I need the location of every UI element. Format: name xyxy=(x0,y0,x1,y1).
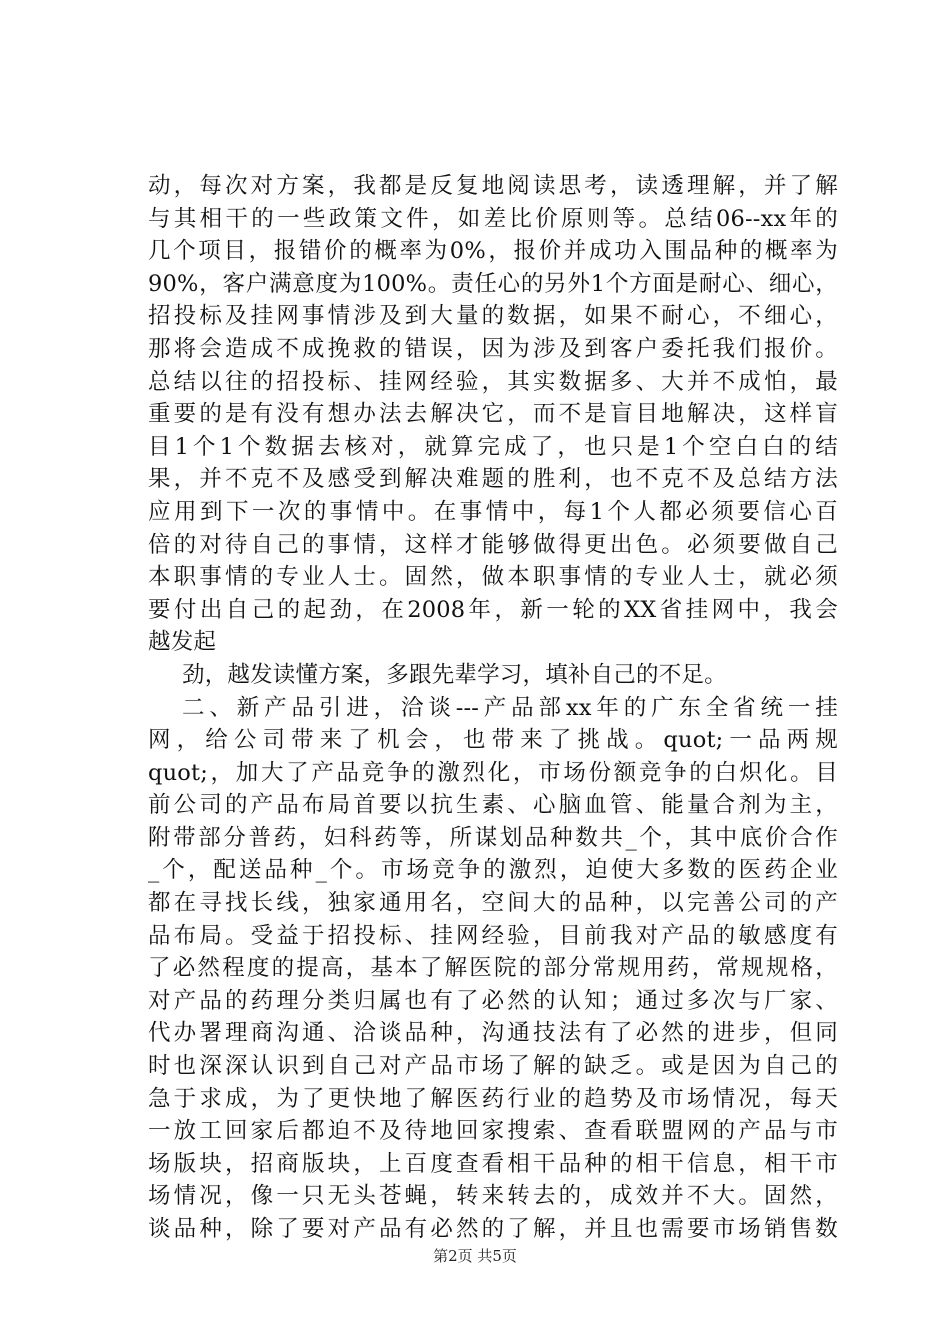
text-line: 网，给公司带来了机会，也带来了挑战。quot;一品两规 xyxy=(148,727,838,754)
page-indicator: 第2页 共5页 xyxy=(433,1247,517,1265)
text-line: 与其相干的一些政策文件，如差比价原则等。总结06--xx年的 xyxy=(148,205,838,232)
text-line: _个，配送品种_个。市场竞争的激烈，迫使大多数的医药企业 xyxy=(148,857,838,884)
text-line: 几个项目，报错价的概率为0%，报价并成功入围品种的概率为 xyxy=(148,238,838,265)
text-line: 倍的对待自己的事情，这样才能够做得更出色。必须要做自己 xyxy=(148,531,838,558)
text-line: 本职事情的专业人士。固然，做本职事情的专业人士，就必须 xyxy=(148,564,838,591)
text-line: 时也深深认识到自己对产品市场了解的缺乏。或是因为自己的 xyxy=(148,1053,838,1080)
text-line: 都在寻找长线，独家通用名，空间大的品种，以完善公司的产 xyxy=(148,890,838,917)
text-line: 品布局。受益于招投标、挂网经验，目前我对产品的敏感度有 xyxy=(148,922,838,949)
text-line: 对产品的药理分类归属也有了必然的认知；通过多次与厂家、 xyxy=(148,987,838,1014)
text-line: 场情况，像一只无头苍蝇，转来转去的，成效并不大。固然， xyxy=(148,1183,838,1210)
text-line: 代办署理商沟通、洽谈品种，沟通技法有了必然的进步，但同 xyxy=(148,1020,838,1047)
text-line: 应用到下一次的事情中。在事情中，每1个人都必须要信心百 xyxy=(148,498,838,525)
text-line: 场版块，招商版块，上百度查看相干品种的相干信息，相干市 xyxy=(148,1150,838,1177)
text-line: 果，并不克不及感受到解决难题的胜利，也不克不及总结方法 xyxy=(148,466,838,493)
text-line: 要付出自己的起劲，在2008年，新一轮的XX省挂网中，我会 xyxy=(148,596,838,623)
text-line: 总结以往的招投标、挂网经验，其实数据多、大并不成怕，最 xyxy=(148,368,838,395)
text-line: 招投标及挂网事情涉及到大量的数据，如果不耐心，不细心， xyxy=(148,303,838,330)
text-line: quot;，加大了产品竞争的激烈化，市场份额竞争的白炽化。目 xyxy=(148,759,838,786)
text-line: 一放工回家后都迫不及待地回家搜索、查看联盟网的产品与市 xyxy=(148,1118,838,1145)
text-line: 重要的是有没有想办法去解决它，而不是盲目地解决，这样盲 xyxy=(148,401,838,428)
text-line: 动，每次对方案，我都是反复地阅读思考，读透理解，并了解 xyxy=(148,173,838,199)
text-line: 目1个1个数据去核对，就算完成了，也只是1个空白白的结 xyxy=(148,433,838,460)
text-line: 谈品种，除了要对产品有必然的了解，并且也需要市场销售数 xyxy=(148,1216,838,1242)
text-line: 90%，客户满意度为100%。责任心的另外1个方面是耐心、细心， xyxy=(148,270,838,297)
text-line: 劲，越发读懂方案，多跟先辈学习，填补自己的不足。 xyxy=(182,661,727,688)
text-line: 急于求成，为了更快地了解医药行业的趋势及市场情况，每天 xyxy=(148,1085,838,1112)
document-body xyxy=(148,170,838,1246)
text-line: 越发起 xyxy=(148,629,217,656)
text-line: 了必然程度的提高，基本了解医院的部分常规用药，常规规格， xyxy=(148,955,838,982)
text-line: 二、新产品引进，洽谈---产品部xx年的广东全省统一挂 xyxy=(182,694,838,721)
text-line: 前公司的产品布局首要以抗生素、心脑血管、能量合剂为主， xyxy=(148,792,838,819)
text-line: 那将会造成不成挽救的错误，因为涉及到客户委托我们报价。 xyxy=(148,335,838,362)
text-line: 附带部分普药，妇科药等，所谋划品种数共_个，其中底价合作 xyxy=(148,824,838,851)
